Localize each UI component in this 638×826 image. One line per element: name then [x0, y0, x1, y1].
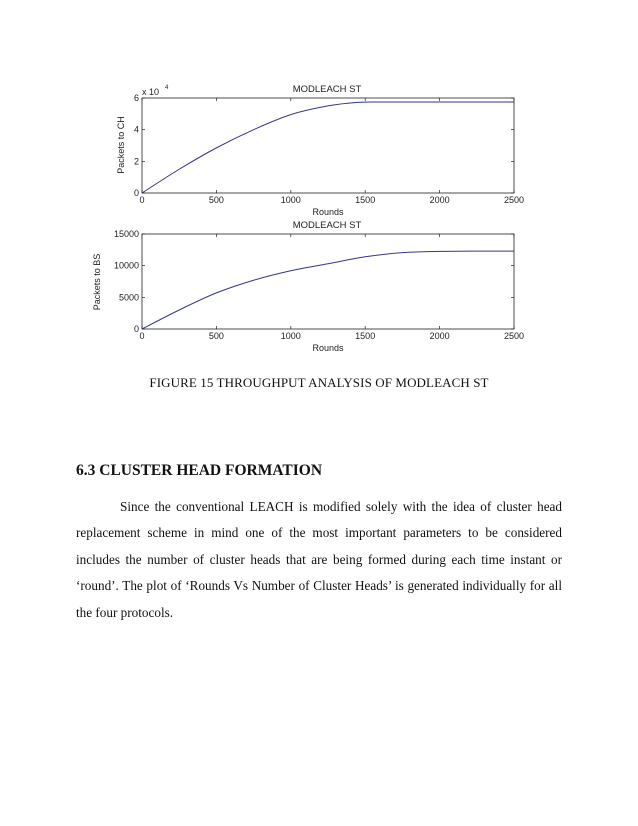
plot-area	[142, 234, 514, 329]
x-axis-label: Rounds	[312, 207, 344, 217]
chart-packets-to-ch	[116, 84, 524, 217]
y-tick-label: 5000	[118, 292, 139, 303]
chart-title: MODLEACH ST	[292, 84, 362, 95]
x-tick-label: 2500	[503, 331, 525, 341]
x-tick-label: 1500	[355, 331, 376, 341]
section-heading: 6.3 CLUSTER HEAD FORMATION	[76, 462, 323, 479]
y-tick-label: 4	[133, 124, 139, 135]
plot-area	[142, 98, 514, 193]
x-tick-label: 1000	[280, 195, 301, 205]
x-tick-label: 1000	[280, 331, 301, 341]
chart-packets-to-bs	[92, 220, 524, 353]
x-axis-label: Rounds	[312, 343, 344, 353]
y-tick-label: 2	[133, 156, 139, 167]
x-tick-label: 1500	[355, 195, 376, 205]
exponent-power: 4	[165, 85, 169, 91]
figure-caption: FIGURE 15 THROUGHPUT ANALYSIS OF MODLEACH ST	[149, 375, 489, 390]
x-tick-label: 2000	[429, 195, 450, 205]
y-tick-label: 6	[133, 93, 139, 103]
x-tick-label: 500	[208, 195, 224, 205]
x-tick-label: 0	[139, 331, 145, 341]
y-tick-label: 10000	[113, 260, 139, 271]
y-tick-label: 0	[133, 188, 139, 198]
paragraph-text: Since the conventional LEACH is modified solely with the idea of cluster head replacement scheme in mind one of the most important parameters to be considered includes the number of cluster heads that are being formed during each time instant or ‘round’. The plot of ‘Rounds Vs Number of Cluster Heads’ is generated individually for all the four protocols.	[76, 499, 562, 620]
exponent-label: x 10	[142, 87, 160, 97]
x-tick-label: 500	[208, 331, 224, 341]
y-axis-label: Packets to BS	[92, 253, 102, 311]
throughput-figure	[0, 0, 638, 370]
x-tick-label: 2000	[429, 331, 450, 341]
chart-title: MODLEACH ST	[292, 220, 362, 231]
series-line-packets-to-bs	[142, 251, 514, 329]
y-tick-label: 15000	[113, 229, 139, 239]
y-tick-label: 0	[133, 324, 139, 334]
series-line-packets-to-ch	[142, 102, 514, 193]
body-paragraph	[76, 494, 562, 626]
y-axis-label: Packets to CH	[116, 116, 126, 174]
x-tick-label: 2500	[503, 195, 525, 205]
x-tick-label: 0	[139, 195, 145, 205]
